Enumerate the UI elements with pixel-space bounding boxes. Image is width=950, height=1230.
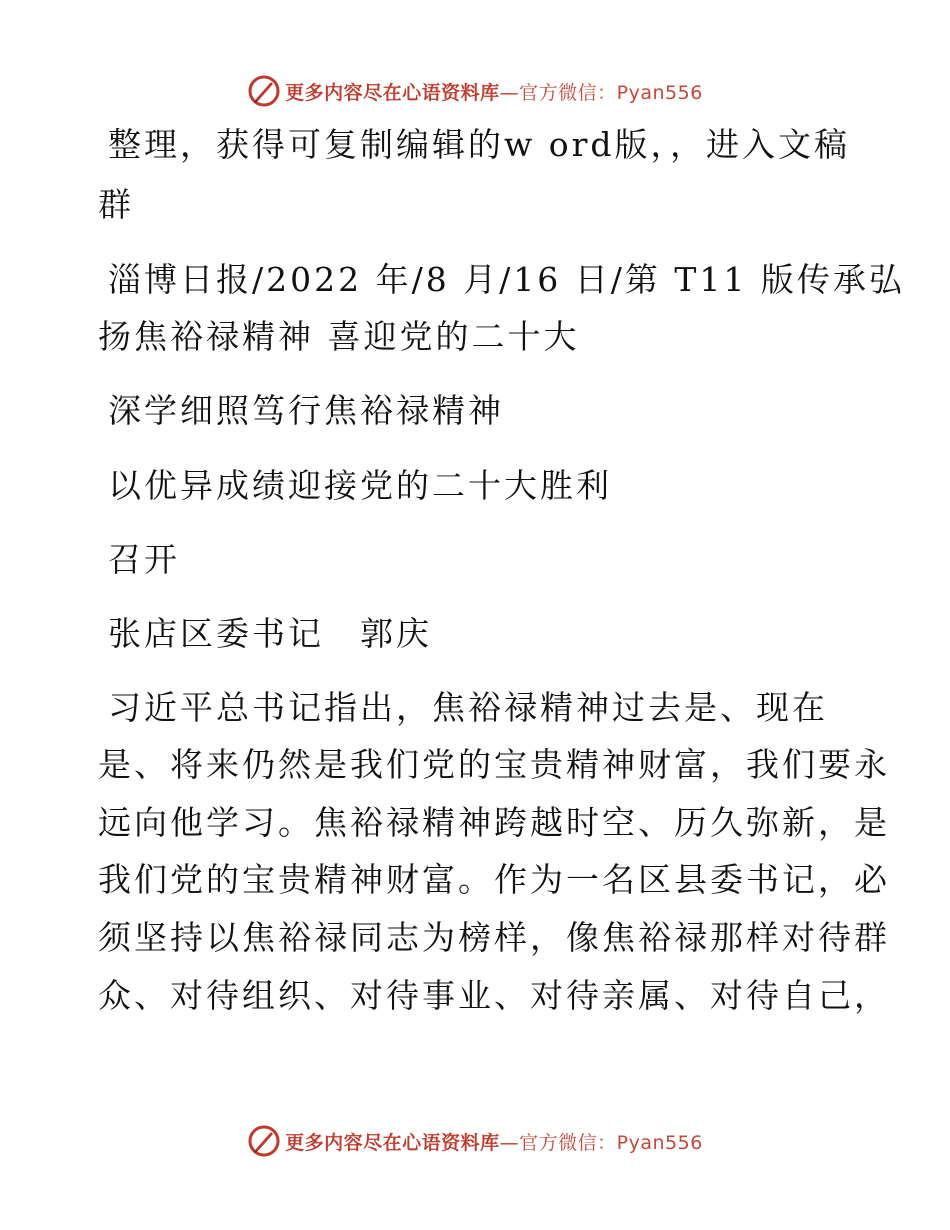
footer-banner-text [285, 1128, 703, 1155]
header-banner-wechat: 官方微信：Pyan556 [519, 81, 703, 104]
header-banner-text [285, 78, 703, 105]
body-line-6: 以优异成绩迎接党的二十大胜利 [108, 466, 612, 505]
footer-banner-separator: — [499, 1131, 520, 1154]
body-line-10: 是、将来仍然是我们党的宝贵精神财富，我们要永 [98, 745, 890, 784]
header-banner [0, 71, 950, 111]
header-banner-separator: — [499, 81, 520, 104]
body-line-3: 淄博日报/2022 年/8 月/16 日/第 T11 版传承弘 [108, 260, 905, 299]
header-banner-title: 更多内容尽在心语资料库 [285, 81, 500, 104]
footer-banner [0, 1121, 950, 1161]
body-line-12: 我们党的宝贵精神财富。作为一名区县委书记，必 [98, 860, 890, 899]
body-line-8: 张店区委书记 郭庆 [108, 614, 432, 653]
body-line-5: 深学细照笃行焦裕禄精神 [108, 391, 504, 430]
body-line-4: 扬焦裕禄精神 喜迎党的二十大 [98, 317, 580, 356]
body-line-11: 远向他学习。焦裕禄精神跨越时空、历久弥新，是 [98, 803, 890, 842]
body-line-13: 须坚持以焦裕禄同志为榜样，像焦裕禄那样对待群 [98, 918, 890, 957]
footer-banner-title: 更多内容尽在心语资料库 [285, 1131, 500, 1154]
quill-logo-icon [247, 74, 281, 108]
body-line-14: 众、对待组织、对待事业、对待亲属、对待自己， [98, 976, 890, 1015]
footer-banner-wechat: 官方微信：Pyan556 [519, 1131, 703, 1154]
body-line-2: 群 [98, 185, 134, 224]
quill-logo-icon [247, 1124, 281, 1158]
body-line-1: 整理，获得可复制编辑的w ord版，，进入文稿 [108, 125, 851, 164]
body-line-7: 召开 [108, 540, 180, 579]
body-line-9: 习近平总书记指出，焦裕禄精神过去是、现在 [108, 688, 828, 727]
